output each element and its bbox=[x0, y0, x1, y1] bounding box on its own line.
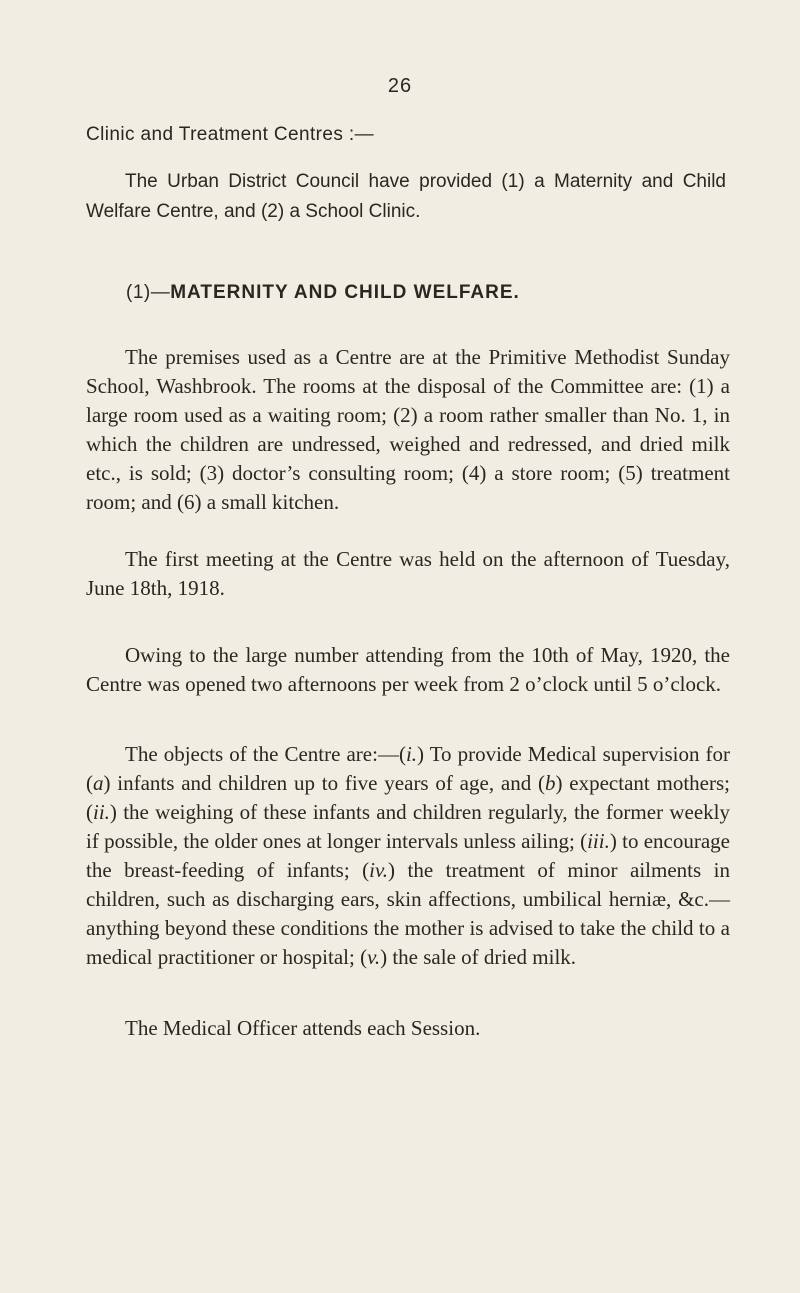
objects-text: ) the weighing of these infants and children regularly, the former weekly if possible, the older ones at longer intervals unless ailing; ( bbox=[86, 800, 730, 853]
subsection-title: MATERNITY AND CHILD WELFARE. bbox=[170, 282, 520, 303]
objects-numeral: iv. bbox=[369, 858, 389, 882]
objects-text: ) the treatment of minor ailments in children, such as discharging ears, skin affections, umbilical herniæ, &c.—anything beyond these conditions the mother is advised to take the child to a medical practitioner or hospital; ( bbox=[86, 858, 730, 969]
objects-text: ) infants and children up to five years of age, and ( bbox=[103, 771, 545, 795]
objects-letter: b bbox=[544, 771, 556, 795]
subsection-heading bbox=[126, 282, 520, 304]
opening-hours-paragraph: Owing to the large number attending from the 10th of May, 1920, the Centre was opened two afternoons per week from 2 o’clock until 5 o’clock. bbox=[86, 643, 730, 696]
objects-paragraph bbox=[86, 740, 730, 972]
page-number: 26 bbox=[387, 75, 413, 97]
objects-text: The objects of the Centre are:—( bbox=[125, 742, 406, 766]
objects-text: ) To provide Medical supervision for ( bbox=[86, 742, 730, 795]
objects-numeral: i. bbox=[405, 742, 418, 766]
section-heading: Clinic and Treatment Centres :— bbox=[86, 124, 375, 145]
objects-numeral: v. bbox=[367, 945, 381, 969]
first-meeting-paragraph: The first meeting at the Centre was held on the afternoon of Tuesday, June 18th, 1918. bbox=[86, 547, 730, 600]
objects-numeral: iii. bbox=[587, 829, 610, 853]
intro-paragraph: The Urban District Council have provided (1) a Maternity and Child Welfare Centre, and (2) a School Clinic. bbox=[86, 171, 726, 222]
objects-numeral: ii. bbox=[93, 800, 110, 824]
objects-letter: a bbox=[93, 771, 104, 795]
medical-officer-paragraph: The Medical Officer attends each Session. bbox=[125, 1016, 481, 1040]
subsection-number: (1)— bbox=[126, 282, 171, 303]
objects-text: ) to encourage the breast-feeding of infants; ( bbox=[86, 829, 730, 882]
objects-text: ) expectant mothers; ( bbox=[86, 771, 731, 824]
objects-text: ) the sale of dried milk. bbox=[380, 945, 577, 969]
premises-paragraph: The premises used as a Centre are at the Primitive Methodist Sunday School, Washbrook. The rooms at the disposal of the Committee are: (1) a large room used as a waiting room; (2) a room rather smaller than No. 1, in which the children are undressed, weighed and redressed, and dried milk etc., is sold; (3) doctor’s consulting room; (4) a store room; (5) treatment room; and (6) a small kitchen. bbox=[86, 345, 730, 514]
